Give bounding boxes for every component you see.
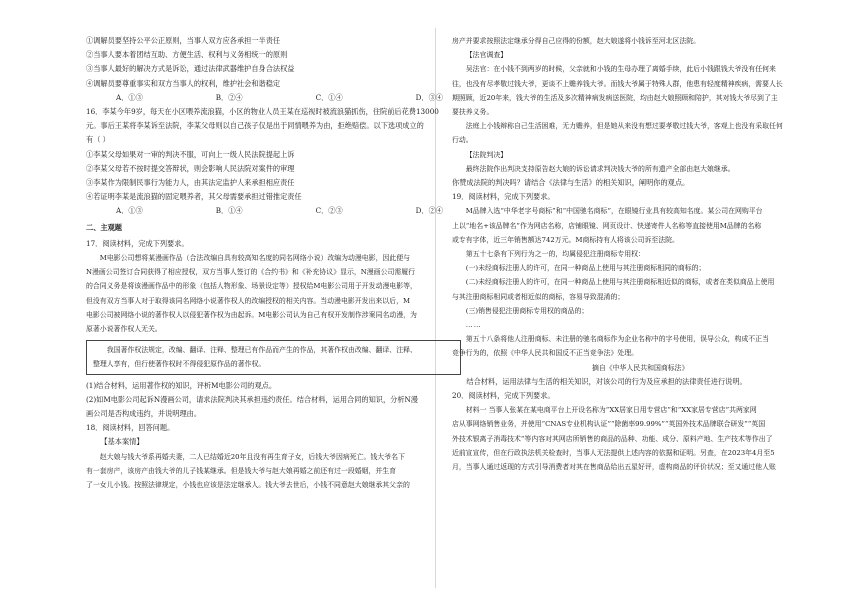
q19-law-line: (三)销售侵犯注册商标专用权的商品的；	[465, 306, 589, 315]
q18-question: 你赞成法院的判决吗？请结合《法律与生活》的相关知识，阐明你的观点。	[452, 178, 690, 188]
q16-statement-4: ④若证明李某是流浪猫的固定喂养者，其父母需要承担过错推定责任	[86, 192, 302, 202]
q20-material-line: 外技术银离子消毒技术”等内容对其网店所销售的商品的品种、功能、成分、原料产地、生产技术等作出了	[452, 434, 773, 443]
q20-material-line: 月，当事人通过返现的方式引导消费者对其在售商品给出五星好评，虚构商品的评价状况；至又通过他人账	[452, 463, 776, 472]
q20-material-line: 店从事网络销售业务，并使用“CNAS专业机构认证”“除菌率99.99%”“英国外技术品牌联合研发”“英国	[452, 420, 766, 429]
section-title: 二、主观题	[86, 222, 122, 232]
q16-options	[86, 204, 461, 218]
q16-option-d: D．②④	[415, 206, 443, 216]
q18-judgment-head: 【法院判决】	[465, 150, 508, 159]
q15-option-d: D．③④	[415, 92, 443, 102]
q15-option-c: C．①④	[315, 92, 343, 102]
right-column	[452, 34, 827, 474]
q17-intro: 17．阅读材料，完成下列要求。	[86, 238, 189, 248]
q19-law-ellipsis: ……	[465, 321, 482, 330]
q15-statement-4: ④调解员要尊重事实和双方当事人的权利，维护社会和谐稳定	[86, 78, 281, 88]
q19-law-line: 第五十八条将他人注册商标、未注册的驰名商标作为企业名称中的字号使用，误导公众，构成不正当	[465, 335, 769, 344]
q19-task: 结合材料，运用法律与生活的相关知识，对该公司的行为及应承担的法律责任进行说明。	[466, 376, 747, 386]
q16-statement-3: ③李某作为限制民事行为能力人，由其法定监护人来承担相应责任	[86, 178, 295, 188]
q15-option-a: A．①③	[116, 92, 143, 102]
q17-material-line: N漫画公司签订合同获得了相应授权，双方当事人签订的《合约书》和《补充协议》显示，N漫画公司需履行	[86, 268, 416, 277]
q20-material	[452, 403, 827, 474]
q19-material	[452, 204, 827, 374]
q18-investigation-line: 吴法官：在小钱不到两岁的时候，父亲就和小钱的生母办理了离婚手续，此后小钱跟钱大爷没有任何来	[465, 65, 776, 74]
q20-material-line: 近前宣宣传，但在行政执法机关检查时，当事人无法提供上述内容的依据和证明。另查，在2023年4月至5	[452, 448, 775, 457]
q17-task-2-cont: 画公司是否构成违约，并说明理由。	[86, 409, 202, 419]
q17-box-line: 整理人享有，但行使著作权时不得侵犯原作品的著作权。	[93, 360, 266, 369]
q18-investigation2-line: 行动。	[452, 136, 473, 145]
q15-statement-2: ②当事人要本着团结互助、方便生活、权利与义务相统一的原则	[86, 50, 288, 60]
q19-source: 摘自《中华人民共和国商标法》	[592, 363, 689, 372]
q15-statement-3: ③当事人最好的解决方式是诉讼，通过法律武器维护自身合法权益	[86, 64, 295, 74]
q16-stem-line-2: 元。事后王某将李某诉至法院，李某父母则以自己孩子仅是出于同情喂养为由，拒绝赔偿。以下选项成立的	[86, 121, 424, 131]
q16-statement-2: ②李某父母若不按时提交答辩状，则会影响人民法院对案件的审理	[86, 163, 295, 173]
q17-box-line: 我国著作权法规定，改编、翻译、注释、整理已有作品而产生的作品，其著作权由改编、翻译、注释、	[106, 346, 417, 355]
q19-law-line: 第五十七条有下列行为之一的，均属侵犯注册商标专用权：	[465, 250, 645, 259]
q17-task-1: (1)结合材料，运用著作权的知识，评析M电影公司的观点。	[86, 380, 277, 390]
q18-case-body	[86, 450, 461, 493]
q16-statement-1: ①李某父母如果对一审的判决不服，可向上一级人民法院提起上诉	[86, 149, 295, 159]
q17-material-line: 但没有双方当事人对于取得该同名网络小说著作权人的改编授权的相关内容。当动漫电影开发出来以后，M	[86, 296, 411, 305]
q18-intro: 18．阅读材料，回答问题。	[86, 423, 175, 433]
q17-material	[86, 251, 461, 336]
q19-law-line: (二)未经商标注册人的许可，在同一种商品上使用与其注册商标相近似的商标，或者在类似商品上使用	[465, 278, 775, 287]
q15-option-b: B．②④	[215, 92, 243, 102]
q20-intro: 20．阅读材料，完成下列要求。	[452, 391, 555, 401]
q20-material-line: 材料一 当事人张某在某电商平台上开设名称为“XX居家日用专营店”和“XX家居专营店”共两家网	[465, 406, 757, 415]
q15-options	[86, 91, 461, 105]
q19-law-line: 与其注册商标相同或者相近似的商标，容易导致混淆的；	[452, 292, 625, 301]
q18-judgment: 最终法院作出判决支持原告赵大娘的诉讼请求判决钱大爷的所有遗产全部由赵大娘继承。	[465, 164, 735, 173]
q18-investigation-line: 往，也没有尽孝敬过钱大爷，更谈不上赡养钱大爷。而钱大爷属于特殊人群，他患有轻度精神疾病，需要人长	[452, 79, 783, 88]
q16-stem-line-3: 有（ ）	[86, 135, 110, 145]
q18-investigation2-line: 法庭上小钱辩称自己生活困难，无力赡养，但是她从来没有想过要孝敬过钱大爷，客观上也没有采取任何	[465, 122, 783, 131]
q19-material-line: 或专有字体，近三年销售额达742万元。M商标持有人将该公司诉至法院。	[452, 235, 679, 244]
q17-law-box	[86, 340, 461, 374]
q19-intro: 19．阅读材料，完成下列要求。	[452, 192, 555, 202]
q16-stem-line-1: 16．李某今年9岁，每天在小区喂养流浪猫，小区的物业人员王某在巡视时被流浪猫抓伤，住院前后花费13000	[86, 107, 439, 117]
q17-material-line: 的合同义务是将该漫画作品中的形象（包括人物形象、场景设定等）授权给M电影公司用于开发动漫电影等，	[86, 282, 417, 291]
q18-investigation-line: 期照顾，近20年来，钱大爷的生活及多次精神病发病送医院，均由赵大娘照顾和陪护，其对钱大爷尽到了主	[452, 93, 778, 102]
q19-material-line: 上以“地名+该品牌名”作为网店名称，店铺眼镜、网页设计、快递寄件人名称等直接使用M品牌的名称	[452, 221, 762, 230]
q17-task-2: (2)如M电影公司起诉N漫画公司，请求法院判决其承担违约责任。结合材料，运用合同的知识，分析N漫	[86, 394, 418, 404]
q17-material-line: 原著小说著作权人无关。	[86, 325, 162, 334]
q19-law-line: (一)未经商标注册人的许可，在同一种商品上使用与其注册商标相同的商标的；	[465, 264, 706, 273]
q19-material-line: M品牌入选“中华老字号商标”和“中国驰名商标”，在眼镜行业具有较高知名度。某公司在网购平台	[465, 207, 763, 216]
q18-investigation-line: 要扶养义务。	[452, 108, 494, 117]
q17-material-line: 电影公司被网络小说的著作权人以侵犯著作权为由起诉。M电影公司认为自己有权开发制作涉案同名动漫，为	[86, 310, 417, 319]
q18-case-line: 了一女儿小钱。按照法律规定，小钱也应该是法定继承人。钱大爷去世后，小钱不同意赵大娘继承其父亲的	[86, 481, 410, 490]
q18-case-line: 有一套房产，该房产由钱大爷的儿子钱某继承。但是钱大爷与赵大娘再婚之前还有过一段婚姻，并生育	[86, 466, 397, 475]
q19-law-line: 竞争行为的，依照《中华人民共和国反不正当竞争法》处理。	[452, 349, 639, 358]
q16-option-a: A．①③	[116, 206, 143, 216]
q16-option-b: B．①④	[215, 206, 243, 216]
q18-continued	[452, 34, 827, 176]
q15-statement-1: ①调解员要坚持公平公正原则，当事人双方应各承担一半责任	[86, 36, 281, 45]
q18-continue-line: 房产并要求按照法定继承分得自己应得的份额，赵大娘遂将小钱诉至河北区法院。	[452, 37, 701, 45]
q18-investigation-head: 【法官调查】	[465, 51, 508, 60]
left-column	[86, 34, 461, 492]
q18-case-line: 赵大娘与钱大爷系再婚夫妻，二人已结婚近20年且没有再生育子女，后钱大爷因病死亡。钱大爷名下	[99, 452, 405, 461]
q18-case-head: 【基本案情】	[100, 437, 144, 447]
q16-option-c: C．②③	[315, 206, 343, 216]
q17-material-line: M电影公司想将某漫画作品（合法改编自具有较高知名度的同名网络小说）改编为动漫电影，因此便与	[99, 254, 411, 263]
